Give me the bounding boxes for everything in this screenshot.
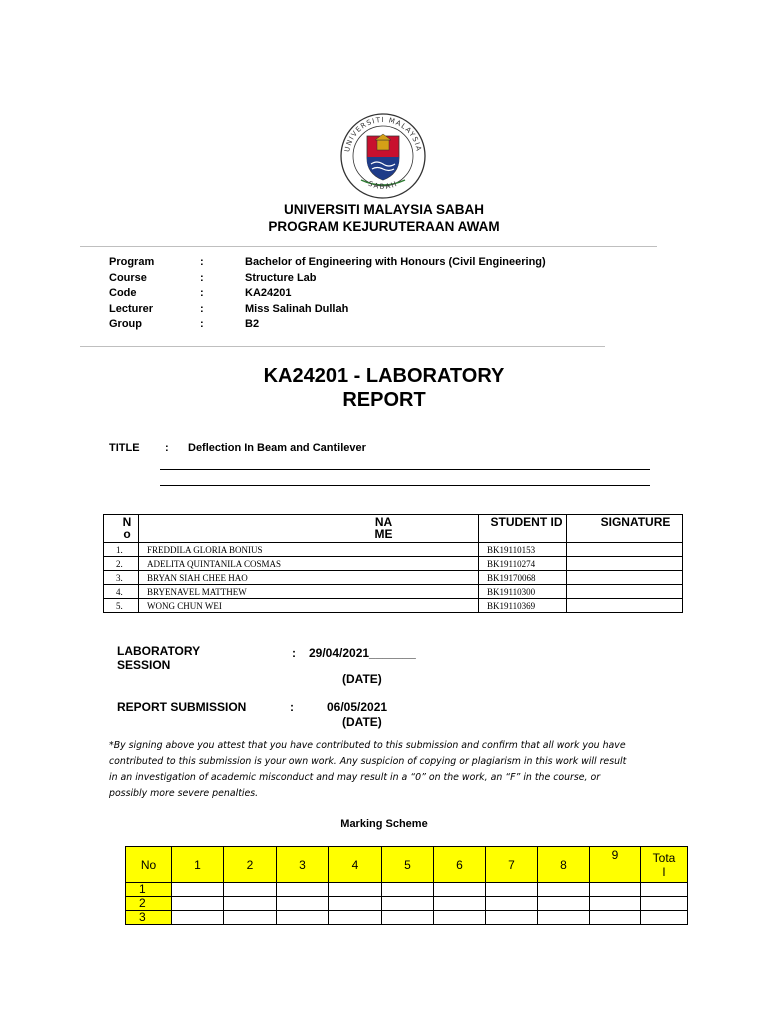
university-name: UNIVERSITI MALAYSIA SABAH xyxy=(283,202,485,217)
member-signature[interactable] xyxy=(567,557,683,571)
info-colon: : xyxy=(200,302,204,315)
member-name: BRYENAVEL MATTHEW xyxy=(139,585,479,599)
table-row xyxy=(104,585,683,599)
members-table xyxy=(103,514,683,613)
member-id: BK19110300 xyxy=(479,585,567,599)
marking-header-cell: 6 xyxy=(434,847,486,883)
program-name: PROGRAM KEJURUTERAAN AWAM xyxy=(268,219,500,234)
mark-cell[interactable] xyxy=(538,883,590,897)
marking-header-cell: 5 xyxy=(382,847,434,883)
info-divider xyxy=(80,346,605,347)
mark-cell[interactable] xyxy=(434,911,486,925)
marking-row-number: 2 xyxy=(126,897,172,911)
logo-text-bottom: SABAH xyxy=(366,179,400,191)
marking-row xyxy=(126,911,688,925)
marking-header-cell: 1 xyxy=(172,847,224,883)
table-row xyxy=(104,571,683,585)
info-value: B2 xyxy=(245,318,260,330)
mark-cell[interactable] xyxy=(486,911,538,925)
info-label: Group xyxy=(109,318,142,330)
mark-cell[interactable] xyxy=(538,897,590,911)
title-underline-1 xyxy=(160,469,650,470)
info-value: Bachelor of Engineering with Honours (Civil Engineering) xyxy=(245,256,546,268)
mark-cell[interactable] xyxy=(590,883,641,897)
marking-scheme-title: Marking Scheme xyxy=(340,818,428,830)
mark-cell[interactable] xyxy=(538,911,590,925)
title-label: TITLE xyxy=(109,442,140,454)
mark-total-cell[interactable] xyxy=(641,883,688,897)
mark-cell[interactable] xyxy=(277,897,329,911)
mark-cell[interactable] xyxy=(172,911,224,925)
marking-header-row xyxy=(126,847,688,883)
mark-cell[interactable] xyxy=(172,883,224,897)
member-name: WONG CHUN WEI xyxy=(139,599,479,613)
member-id: BK19110369 xyxy=(479,599,567,613)
mark-total-cell[interactable] xyxy=(641,897,688,911)
mark-cell[interactable] xyxy=(277,883,329,897)
header-student-id: STUDENT ID xyxy=(479,515,567,543)
submission-date: 06/05/2021 xyxy=(327,700,388,714)
member-signature[interactable] xyxy=(567,585,683,599)
header-signature: SIGNATURE xyxy=(567,515,683,543)
mark-cell[interactable] xyxy=(224,883,277,897)
title-underline-2 xyxy=(160,485,650,486)
marking-header-cell: 4 xyxy=(329,847,382,883)
mark-cell[interactable] xyxy=(434,883,486,897)
report-title-line1: KA24201 - LABORATORY xyxy=(263,365,505,387)
info-colon: : xyxy=(200,256,204,268)
table-row xyxy=(104,599,683,613)
info-value: Structure Lab xyxy=(245,271,317,284)
header-divider xyxy=(80,246,657,247)
member-signature[interactable] xyxy=(567,599,683,613)
mark-cell[interactable] xyxy=(224,911,277,925)
marking-header-cell: No xyxy=(126,847,172,883)
submission-label: REPORT SUBMISSION xyxy=(117,700,247,714)
member-no: 2. xyxy=(104,557,139,571)
member-no: 1. xyxy=(104,543,139,557)
member-signature[interactable] xyxy=(567,543,683,557)
session-label-line1: LABORATORY xyxy=(117,644,201,658)
info-label: Course xyxy=(109,271,147,284)
declaration-line: contributed to this submission is your own work. Any suspicion of copying or plagiarism in this work will result xyxy=(109,756,627,767)
mark-cell[interactable] xyxy=(590,911,641,925)
member-signature[interactable] xyxy=(567,571,683,585)
marking-header-cell: Tota l xyxy=(641,847,688,883)
declaration-line: possibly more severe penalties. xyxy=(109,788,259,799)
marking-row xyxy=(126,897,688,911)
info-label: Code xyxy=(109,287,137,299)
marking-header-cell: 8 xyxy=(538,847,590,883)
mark-cell[interactable] xyxy=(486,897,538,911)
session-label-line2: SESSION xyxy=(117,658,171,672)
declaration-line: *By signing above you attest that you have contributed to this submission and confirm that all work you have xyxy=(109,740,626,751)
title-colon: : xyxy=(165,442,169,454)
session-colon: : xyxy=(292,646,296,660)
logo-text-top: UNIVERSITI MALAYSIA xyxy=(343,115,423,153)
marking-header-cell: 2 xyxy=(224,847,277,883)
declaration-text xyxy=(109,738,669,802)
mark-cell[interactable] xyxy=(277,911,329,925)
member-no: 3. xyxy=(104,571,139,585)
submission-colon: : xyxy=(290,700,294,714)
info-value: KA24201 xyxy=(245,287,292,299)
marking-row-number: 3 xyxy=(126,911,172,925)
mark-cell[interactable] xyxy=(329,883,382,897)
declaration-line: in an investigation of academic misconduct and may result in a “0” on the work, an “F” in the course, or xyxy=(109,772,601,783)
header-name: NA ME xyxy=(139,515,479,543)
university-logo xyxy=(331,112,435,200)
member-no: 4. xyxy=(104,585,139,599)
session-date: 29/04/2021_______ xyxy=(309,646,416,660)
header-no: N o xyxy=(104,515,139,543)
mark-cell[interactable] xyxy=(382,911,434,925)
marking-header-cell: 7 xyxy=(486,847,538,883)
mark-cell[interactable] xyxy=(590,897,641,911)
member-name: BRYAN SIAH CHEE HAO xyxy=(139,571,479,585)
member-id: BK19110274 xyxy=(479,557,567,571)
table-row xyxy=(104,543,683,557)
mark-cell[interactable] xyxy=(329,897,382,911)
marking-header-cell: 3 xyxy=(277,847,329,883)
info-label: Lecturer xyxy=(109,302,154,315)
member-name: FREDDILA GLORIA BONIUS xyxy=(139,543,479,557)
table-row xyxy=(104,557,683,571)
marking-header-cell: 9 xyxy=(590,847,641,883)
info-colon: : xyxy=(200,287,204,299)
marking-row xyxy=(126,883,688,897)
mark-cell[interactable] xyxy=(382,897,434,911)
info-colon: : xyxy=(200,318,204,330)
title-value: Deflection In Beam and Cantilever xyxy=(188,442,366,454)
member-id: BK19110153 xyxy=(479,543,567,557)
mark-cell[interactable] xyxy=(434,897,486,911)
info-colon: : xyxy=(200,271,204,284)
info-label: Program xyxy=(109,256,155,268)
marking-row-number: 1 xyxy=(126,883,172,897)
mark-cell[interactable] xyxy=(224,897,277,911)
mark-total-cell[interactable] xyxy=(641,911,688,925)
mark-cell[interactable] xyxy=(382,883,434,897)
mark-cell[interactable] xyxy=(329,911,382,925)
info-value: Miss Salinah Dullah xyxy=(245,302,349,315)
members-header-row xyxy=(104,515,683,543)
submission-date-caption: (DATE) xyxy=(342,715,382,729)
mark-cell[interactable] xyxy=(172,897,224,911)
member-id: BK19170068 xyxy=(479,571,567,585)
session-date-caption: (DATE) xyxy=(342,672,382,686)
member-name: ADELITA QUINTANILA COSMAS xyxy=(139,557,479,571)
mark-cell[interactable] xyxy=(486,883,538,897)
member-no: 5. xyxy=(104,599,139,613)
marking-table xyxy=(125,846,688,925)
report-title-line2: REPORT xyxy=(342,389,426,411)
